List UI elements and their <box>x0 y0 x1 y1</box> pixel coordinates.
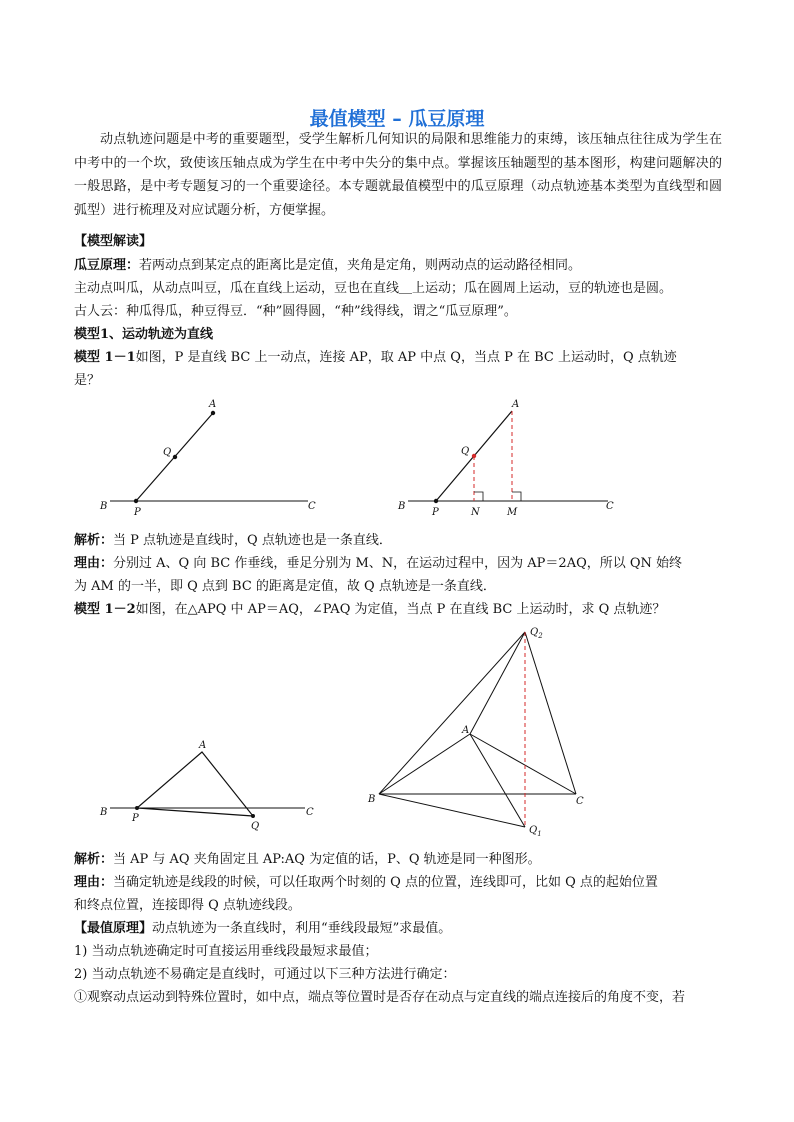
ancient-saying-line: 古人云：种瓜得瓜，种豆得豆．“种”圆得圆，“种”线得线，谓之“瓜豆原理”。 <box>74 304 517 319</box>
section-heading: 【模型解读】 <box>74 234 153 249</box>
analysis-2-label: 解析： <box>74 852 114 867</box>
label-q1-letter: Q <box>529 825 538 836</box>
segment-bq1 <box>379 794 525 827</box>
point-q <box>173 455 177 459</box>
label-q2 <box>530 627 543 640</box>
label-a: A <box>209 399 217 410</box>
label-c: C <box>606 501 614 512</box>
label-a: A <box>462 725 470 736</box>
model1-2-label: 模型 1－2 <box>74 602 136 617</box>
segment-aq2 <box>470 632 525 734</box>
analysis-2 <box>74 850 541 870</box>
label-q2-letter: Q <box>530 627 539 638</box>
max-principle <box>74 919 451 939</box>
point-q <box>251 814 255 818</box>
method-item-2: 2) 当动点轨迹不易确定是直线时，可通过以下三种方法进行确定： <box>74 967 456 982</box>
principle-text: 若两动点到某定点的距离比是定值，夹角是定角，则两动点的运动路径相同。 <box>139 258 582 273</box>
model1-heading: 模型1、运动轨迹为直线 <box>74 327 214 342</box>
model1-1-text: 如图，P 是直线 BC 上一动点，连接 AP，取 AP 中点 Q，当点 P 在 BC 上运动时，Q 点轨迹 <box>135 350 677 365</box>
label-q1 <box>529 825 542 838</box>
point-p <box>434 499 438 503</box>
gua-dou-line: 主动点叫瓜，从动点叫豆，瓜在直线上运动，豆也在直线＿上运动；瓜在圆周上运动，豆的轨迹也是圆。 <box>74 281 673 296</box>
reason-2-label: 理由： <box>74 875 114 890</box>
label-b: B <box>368 794 376 805</box>
label-a: A <box>199 740 207 751</box>
intro-paragraph: 动点轨迹问题是中考的重要题型，受学生解析几何知识的局限和思维能力的束缚，该压轴点往往成为学生在中考中的一个坎，致使该压轴点成为学生在中考中失分的集中点。掌握该压轴题型的基本图形，构建问题解决的一般思路，是中考专题复习的一个重要途径。本专题就最值模型中的瓜豆原理（动点轨迹基本类型为直线型和圆弧型）进行梳理及对应试题分析，方便掌握。 <box>74 132 722 218</box>
reason-2-text: 当确定轨迹是线段的时候，可以任取两个时刻的 Q 点的位置，连线即可，比如 Q 点的起始位置 <box>113 875 658 890</box>
model1-1-statement-cont: 是？ <box>74 373 101 388</box>
label-c: C <box>308 501 316 512</box>
figure-1-2-right <box>365 622 605 842</box>
analysis-2-text: 当 AP 与 AQ 夹角固定且 AP:AQ 为定值的话，P、Q 轨迹是同一种图形。 <box>113 852 541 867</box>
right-angle-n <box>474 492 483 501</box>
label-q: Q <box>163 447 172 458</box>
right-angle-m <box>512 492 521 501</box>
segment-aq1 <box>470 734 525 827</box>
label-c: C <box>306 807 314 818</box>
figure-1-2-left <box>90 735 330 835</box>
reason-2 <box>74 873 658 893</box>
label-q2-sub: 2 <box>538 632 543 640</box>
point-p <box>134 499 138 503</box>
method-item-1: 1) 当动点轨迹确定时可直接运用垂线段最短求最值； <box>74 944 378 959</box>
label-a: A <box>512 399 520 410</box>
reason-1 <box>74 554 682 574</box>
label-m: M <box>507 507 518 518</box>
point-a <box>211 411 215 415</box>
model1-2-text: 如图，在△APQ 中 AP＝AQ，∠PAQ 为定值，当点 P 在直线 BC 上运动时，求 Q 点轨迹？ <box>135 602 666 617</box>
label-b: B <box>100 807 108 818</box>
analysis-1 <box>74 531 392 551</box>
label-p: P <box>432 507 439 518</box>
analysis-1-text: 当 P 点轨迹是直线时，Q 点轨迹也是一条直线． <box>113 533 392 548</box>
figure-1-1-right <box>390 395 620 525</box>
triangle-apq <box>137 752 253 816</box>
max-principle-label: 【最值原理】 <box>74 921 153 936</box>
label-c: C <box>576 796 584 807</box>
label-q: Q <box>251 821 260 832</box>
label-b: B <box>100 501 108 512</box>
label-q: Q <box>461 446 470 457</box>
label-n: N <box>471 507 480 518</box>
point-q <box>472 454 476 458</box>
reason-1-text: 分别过 A、Q 向 BC 作垂线，垂足分别为 M、N，在运动过程中，因为 AP＝2AQ，所以 QN 始终 <box>113 556 683 571</box>
point-p <box>135 806 139 810</box>
principle-label: 瓜豆原理： <box>74 258 140 273</box>
model1-1-label: 模型 1－1 <box>74 350 136 365</box>
reason-1-label: 理由： <box>74 556 114 571</box>
model1-2-statement <box>74 600 665 620</box>
reason-1-cont: 为 AM 的一半，即 Q 点到 BC 的距离是定值，故 Q 点轨迹是一条直线． <box>74 579 496 594</box>
max-principle-text: 动点轨迹为一条直线时，利用“垂线段最短”求最值。 <box>152 921 452 936</box>
page-title: 最值模型 – 瓜豆原理 <box>309 108 485 130</box>
model1-1-statement <box>74 348 677 368</box>
label-b: B <box>398 501 406 512</box>
method-item-3: ①观察动点运动到特殊位置时，如中点，端点等位置时是否存在动点与定直线的端点连接后的角度不变，若 <box>74 990 686 1005</box>
label-p: P <box>134 507 141 518</box>
label-p: P <box>132 813 139 824</box>
principle-line <box>74 256 581 276</box>
figure-1-1-left <box>90 395 330 525</box>
analysis-1-label: 解析： <box>74 533 114 548</box>
segment-bq2 <box>379 632 525 794</box>
label-q1-sub: 1 <box>537 830 542 838</box>
reason-2-cont: 和终点位置，连接即得 Q 点轨迹线段。 <box>74 898 301 913</box>
